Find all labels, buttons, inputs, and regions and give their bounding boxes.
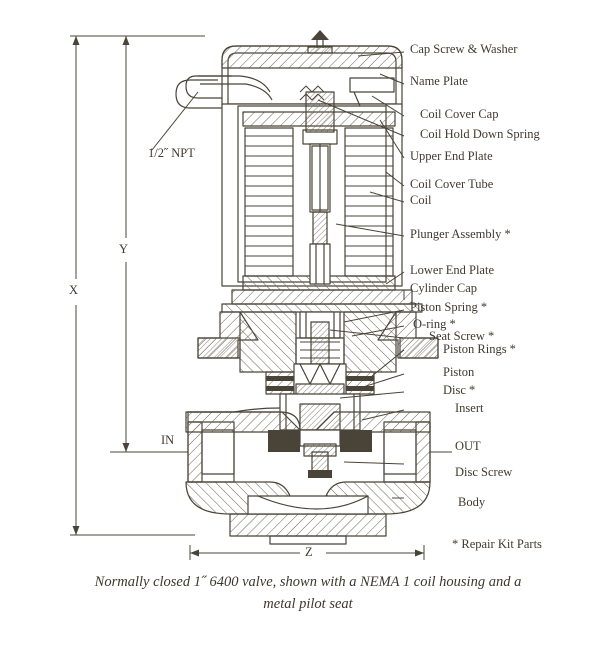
outlet-port-label: OUT <box>455 439 481 453</box>
inlet-port-label: IN <box>161 433 175 447</box>
lower-end-plate-label: Lower End Plate <box>410 263 495 277</box>
insert-label: Insert <box>455 401 484 415</box>
coil-housing <box>176 30 402 290</box>
cap-screw-washer-label: Cap Screw & Washer <box>410 42 518 56</box>
cylinder-cap-assembly <box>198 290 438 372</box>
figure-caption-line-2: metal pilot seat <box>263 595 353 612</box>
plunger-assembly-label: Plunger Assembly * <box>410 227 511 241</box>
upper-end-plate-label: Upper End Plate <box>410 149 493 163</box>
cylinder-cap-label: Cylinder Cap <box>410 281 478 295</box>
coil-cover-tube-label: Coil Cover Tube <box>410 177 494 191</box>
disc-label: Disc * <box>443 383 476 397</box>
name-plate-label: Name Plate <box>410 74 468 88</box>
body-label: Body <box>458 495 486 509</box>
disc-screw-label: Disc Screw <box>455 465 513 479</box>
coil-cover-cap-label: Coil Cover Cap <box>420 107 499 121</box>
coil-hold-down-spring-label: Coil Hold Down Spring <box>420 127 540 141</box>
z-dimension-label: Z <box>305 545 313 559</box>
seat-screw-label: Seat Screw * <box>429 329 495 343</box>
coil-label: Coil <box>410 193 432 207</box>
piston-label: Piston <box>443 365 475 379</box>
npt-conduit-label: 1/2˝ NPT <box>148 146 195 160</box>
piston-spring-label: Piston Spring * <box>410 300 488 314</box>
o-ring-label: O-ring * <box>413 317 456 331</box>
y-dimension-label: Y <box>119 242 129 256</box>
figure-caption-line-1: Normally closed 1˝ 6400 valve, shown with a NEMA 1 coil housing and a <box>94 574 522 590</box>
repair-kit-footnote: * Repair Kit Parts <box>452 537 542 551</box>
figure-caption <box>0 572 616 616</box>
x-dimension-label: X <box>69 283 79 297</box>
piston-rings-label: Piston Rings * <box>443 342 516 356</box>
